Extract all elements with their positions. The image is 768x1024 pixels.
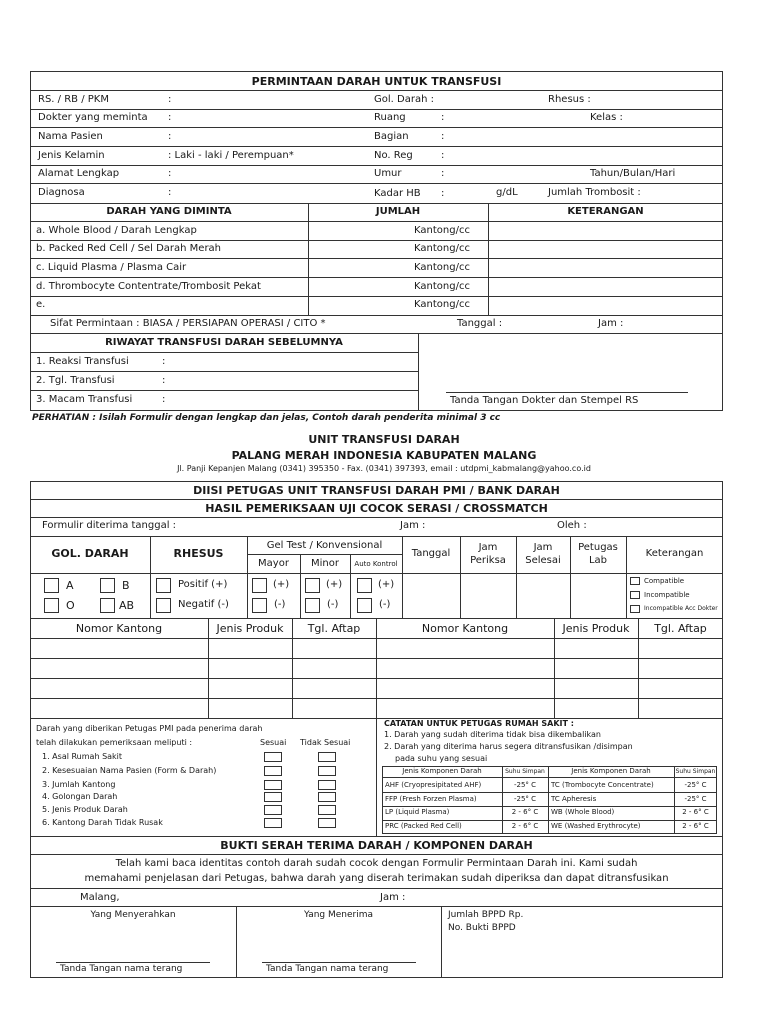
gdl-label: g/dL <box>496 187 518 198</box>
ruang-label: Ruang <box>374 112 406 123</box>
suhu-right-name-1: TC (Trombocyte Concentrate) <box>551 781 654 789</box>
no-reg-label: No. Reg <box>374 150 413 161</box>
checkbox-sesuai-1[interactable] <box>264 752 282 762</box>
checkbox-tidak-sesuai-4[interactable] <box>318 792 336 802</box>
auto-minus-label: (-) <box>379 599 391 610</box>
suhu-right-name-2: TC Apheresis <box>551 795 597 803</box>
ket-compatible: Compatible <box>644 577 685 585</box>
checkbox-tidak-sesuai-2[interactable] <box>318 766 336 776</box>
col-keterangan: Keterangan <box>645 548 704 559</box>
gol-option-ab: AB <box>119 599 135 612</box>
bagian-colon: : <box>441 131 445 142</box>
gol-darah-label: Gol. Darah : <box>374 94 434 105</box>
col-rhesus: RHESUS <box>173 547 224 560</box>
col-jam-selesai-2: Selesai <box>525 555 561 566</box>
mayor-plus-label: (+) <box>273 579 290 590</box>
gol-option-a: A <box>66 579 74 592</box>
checkbox-tidak-sesuai-5[interactable] <box>318 805 336 815</box>
rhesus-option-positif: Positif (+) <box>178 579 228 590</box>
suhu-header-jenis-1: Jenis Komponen Darah <box>402 767 482 775</box>
produk-header-1: Jenis Produk <box>216 622 284 635</box>
col-petugas-2: Lab <box>588 555 608 566</box>
col-jam-selesai-1: Jam <box>533 542 553 553</box>
umur-colon: : <box>441 168 445 179</box>
checkbox-minor-minus[interactable] <box>305 598 320 613</box>
riwayat-title: RIWAYAT TRANSFUSI DARAH SEBELUMNYA <box>105 337 343 348</box>
riwayat-colon-3: : <box>162 394 166 405</box>
notice-text: PERHATIAN : Isilah Formulir dengan lengkap dan jelas, Contoh darah penderita minimal 3 cc <box>32 413 501 423</box>
checkbox-mayor-plus[interactable] <box>252 578 267 593</box>
kadar-hb-colon: : <box>441 188 445 199</box>
checkbox-compatible[interactable] <box>630 577 640 585</box>
lab-title-2: HASIL PEMERIKSAAN UJI COCOK SERASI / CROSSMATCH <box>205 502 548 515</box>
col-tanggal: Tanggal <box>411 548 451 559</box>
blood-header-darah: DARAH YANG DIMINTA <box>106 206 232 217</box>
checklist-item-4: 4. Golongan Darah <box>42 792 118 801</box>
checklist-item-2: 2. Kesesuaian Nama Pasien (Form & Darah) <box>42 766 217 775</box>
bagian-label: Bagian <box>374 131 409 142</box>
col-mayor: Mayor <box>258 558 289 569</box>
oleh-label: Oleh : <box>557 520 587 531</box>
rs-colon: : <box>168 94 172 105</box>
gol-option-b: B <box>122 579 130 592</box>
jumlah-bppd: Jumlah BPPD Rp. <box>448 910 524 920</box>
checklist-item-5: 5. Jenis Produk Darah <box>42 805 128 814</box>
catatan-line-2: 2. Darah yang diterima harus segera ditransfusikan /disimpan <box>384 742 633 751</box>
rhesus-option-negatif: Negatif (-) <box>178 599 229 610</box>
checkbox-incompatible[interactable] <box>630 591 640 599</box>
checkbox-sesuai-2[interactable] <box>264 766 282 776</box>
checklist-intro-1: Darah yang diberikan Petugas PMI pada penerima darah <box>36 724 263 733</box>
checklist-intro-2: telah dilakukan pemeriksaan meliputi : <box>36 738 193 747</box>
suhu-left-name-4: PRC (Packed Red Cell) <box>385 822 462 830</box>
suhu-left-name-1: AHF (Cryopresipitated AHF) <box>385 781 482 789</box>
blood-unit-b: Kantong/cc <box>414 243 470 254</box>
minor-minus-label: (-) <box>327 599 339 610</box>
riwayat-item-1: 1. Reaksi Transfusi <box>36 356 129 367</box>
nama-label: Nama Pasien <box>38 131 103 142</box>
malang-label: Malang, <box>80 892 120 903</box>
blood-item-c: c. Liquid Plasma / Plasma Cair <box>36 262 187 273</box>
suhu-left-temp-2: -25° C <box>513 795 537 803</box>
bukti-para-2: memahami penjelasan dari Petugas, bahwa darah yang diserah terimakan sudah diperiksa dan dapat ditransfusikan <box>84 873 669 884</box>
checklist-item-3: 3. Jumlah Kantong <box>42 780 116 789</box>
suhu-left-temp-3: 2 - 6° C <box>511 808 539 816</box>
checkbox-gol-b[interactable] <box>100 578 115 593</box>
ket-incompatible: Incompatible <box>644 591 690 599</box>
alamat-label: Alamat Lengkap <box>38 168 120 179</box>
lab-jam-label: Jam : <box>400 520 426 531</box>
alamat-colon: : <box>168 168 172 179</box>
lab-title-1: DIISI PETUGAS UNIT TRANSFUSI DARAH PMI / BANK DARAH <box>193 484 560 497</box>
checkbox-tidak-sesuai-3[interactable] <box>318 780 336 790</box>
no-bukti-bppd: No. Bukti BPPD <box>448 923 516 933</box>
org-line-1: UNIT TRANSFUSI DARAH <box>308 433 460 446</box>
blood-unit-e: Kantong/cc <box>414 299 470 310</box>
sesuai-label: Sesuai <box>260 738 287 747</box>
suhu-header-jenis-2: Jenis Komponen Darah <box>571 767 651 775</box>
diagnosa-colon: : <box>168 187 172 198</box>
blood-unit-d: Kantong/cc <box>414 281 470 292</box>
checkbox-sesuai-5[interactable] <box>264 805 282 815</box>
tahun-label: Tahun/Bulan/Hari <box>590 168 676 179</box>
checkbox-sesuai-3[interactable] <box>264 780 282 790</box>
suhu-left-temp-4: 2 - 6° C <box>511 822 539 830</box>
suhu-header-suhu-1: Suhu Simpan <box>505 768 545 775</box>
blood-header-keterangan: KETERANGAN <box>567 206 644 217</box>
checklist-item-1: 1. Asal Rumah Sakit <box>42 752 123 761</box>
col-gel-test: Gel Test / Konvensional <box>266 540 383 551</box>
catatan-title: CATATAN UNTUK PETUGAS RUMAH SAKIT : <box>384 719 574 728</box>
checkbox-rhesus-positif[interactable] <box>156 578 171 593</box>
suhu-left-name-3: LP (Liquid Plasma) <box>385 808 450 816</box>
blood-item-d: d. Thrombocyte Contentrate/Trombosit Pekat <box>36 281 261 292</box>
kelas-label: Kelas : <box>590 112 623 123</box>
nama-colon: : <box>168 131 172 142</box>
yang-menerima: Yang Menerima <box>303 910 374 920</box>
suhu-right-temp-2: -25° C <box>684 795 707 803</box>
ttd-menerima: Tanda Tangan nama terang <box>266 964 389 974</box>
blood-item-b: b. Packed Red Cell / Sel Darah Merah <box>36 243 222 254</box>
jam-label: Jam : <box>598 318 624 329</box>
checkbox-incompatible-acc[interactable] <box>630 605 640 613</box>
checkbox-gol-ab[interactable] <box>100 598 115 613</box>
suhu-right-temp-1: -25° C <box>684 781 707 789</box>
ttd-menyerahkan: Tanda Tangan nama terang <box>60 964 183 974</box>
gol-option-o: O <box>66 599 75 612</box>
checklist-item-6: 6. Kantong Darah Tidak Rusak <box>42 818 163 827</box>
ket-incompatible-acc: Incompatible Acc Dokter <box>644 605 718 612</box>
checkbox-tidak-sesuai-6[interactable] <box>318 818 336 828</box>
suhu-right-temp-4: 2 - 6° C <box>682 822 709 830</box>
blood-unit-a: Kantong/cc <box>414 225 470 236</box>
dokter-label: Dokter yang meminta <box>38 112 148 123</box>
formulir-label: Formulir diterima tanggal : <box>42 520 177 531</box>
blood-item-a: a. Whole Blood / Darah Lengkap <box>36 225 197 236</box>
checkbox-auto-minus[interactable] <box>357 598 372 613</box>
checkbox-rhesus-negatif[interactable] <box>156 598 171 613</box>
riwayat-colon-2: : <box>162 375 166 386</box>
col-jam-periksa-2: Periksa <box>470 555 506 566</box>
checkbox-sesuai-4[interactable] <box>264 792 282 802</box>
diagnosa-label: Diagnosa <box>38 187 85 198</box>
jenis-kelamin-label: Jenis Kelamin <box>38 150 105 161</box>
org-address: Jl. Panji Kepanjen Malang (0341) 395350 - Fax. (0341) 397393, email : utdpmi_kabmalang@yahoo.co.id <box>177 464 591 473</box>
col-petugas-1: Petugas <box>578 542 618 553</box>
riwayat-item-3: 3. Macam Transfusi <box>36 394 133 405</box>
checkbox-gol-a[interactable] <box>44 578 59 593</box>
yang-menyerahkan: Yang Menyerahkan <box>90 910 176 920</box>
rs-label: RS. / RB / PKM <box>38 94 109 105</box>
gender-value: : Laki - laki / Perempuan* <box>168 150 294 161</box>
col-gol-darah: GOL. DARAH <box>51 547 129 560</box>
rhesus-label: Rhesus : <box>548 94 591 105</box>
umur-label: Umur <box>374 168 402 179</box>
doctor-signature-label: Tanda Tangan Dokter dan Stempel RS <box>450 395 639 406</box>
suhu-right-name-4: WE (Washed Erythrocyte) <box>551 822 641 830</box>
minor-plus-label: (+) <box>326 579 343 590</box>
produk-header-2: Jenis Produk <box>562 622 630 635</box>
aftap-header-2: Tgl. Aftap <box>654 622 707 635</box>
checkbox-tidak-sesuai-1[interactable] <box>318 752 336 762</box>
blood-unit-c: Kantong/cc <box>414 262 470 273</box>
tanggal-label: Tanggal : <box>457 318 503 329</box>
checkbox-auto-plus[interactable] <box>357 578 372 593</box>
tidak-sesuai-label: Tidak Sesuai <box>300 738 351 747</box>
bukti-jam-label: Jam : <box>380 892 406 903</box>
kantong-header-2: Nomor Kantong <box>421 622 509 635</box>
catatan-line-3: pada suhu yang sesuai <box>395 754 488 763</box>
ruang-colon: : <box>441 112 445 123</box>
dokter-colon: : <box>168 112 172 123</box>
checkbox-sesuai-6[interactable] <box>264 818 282 828</box>
suhu-header-suhu-2: Suhu Simpan <box>675 768 716 775</box>
no-reg-colon: : <box>441 150 445 161</box>
col-minor: Minor <box>311 558 339 569</box>
riwayat-item-2: 2. Tgl. Transfusi <box>36 375 115 386</box>
request-form-title: PERMINTAAN DARAH UNTUK TRANSFUSI <box>251 75 502 88</box>
sifat-permintaan: Sifat Permintaan : BIASA / PERSIAPAN OPERASI / CITO * <box>50 318 326 329</box>
bukti-para-1: Telah kami baca identitas contoh darah sudah cocok dengan Formulir Permintaan Darah ini. Kami sudah <box>115 858 638 869</box>
col-auto-kontrol: Auto Kontrol <box>354 560 398 568</box>
bukti-title: BUKTI SERAH TERIMA DARAH / KOMPONEN DARAH <box>220 839 533 852</box>
aftap-header-1: Tgl. Aftap <box>307 622 361 635</box>
kantong-header-1: Nomor Kantong <box>75 622 163 635</box>
blood-item-e: e. <box>36 299 46 310</box>
suhu-right-temp-3: 2 - 6° C <box>682 808 709 816</box>
checkbox-mayor-minus[interactable] <box>252 598 267 613</box>
trombosit-label: Jumlah Trombosit : <box>548 187 641 198</box>
auto-plus-label: (+) <box>378 579 395 590</box>
suhu-right-name-3: WB (Whole Blood) <box>551 808 615 816</box>
kadar-hb-label: Kadar HB <box>374 188 421 199</box>
checkbox-minor-plus[interactable] <box>305 578 320 593</box>
checkbox-gol-o[interactable] <box>44 598 59 613</box>
suhu-left-name-2: FFP (Fresh Forzen Plasma) <box>385 795 477 803</box>
riwayat-colon-1: : <box>162 356 166 367</box>
mayor-minus-label: (-) <box>274 599 286 610</box>
blood-header-jumlah: JUMLAH <box>375 206 421 217</box>
org-line-2: PALANG MERAH INDONESIA KABUPATEN MALANG <box>231 449 537 462</box>
suhu-left-temp-1: -25° C <box>513 781 537 789</box>
col-jam-periksa-1: Jam <box>478 542 498 553</box>
catatan-line-1: 1. Darah yang sudah diterima tidak bisa dikembalikan <box>384 730 601 739</box>
